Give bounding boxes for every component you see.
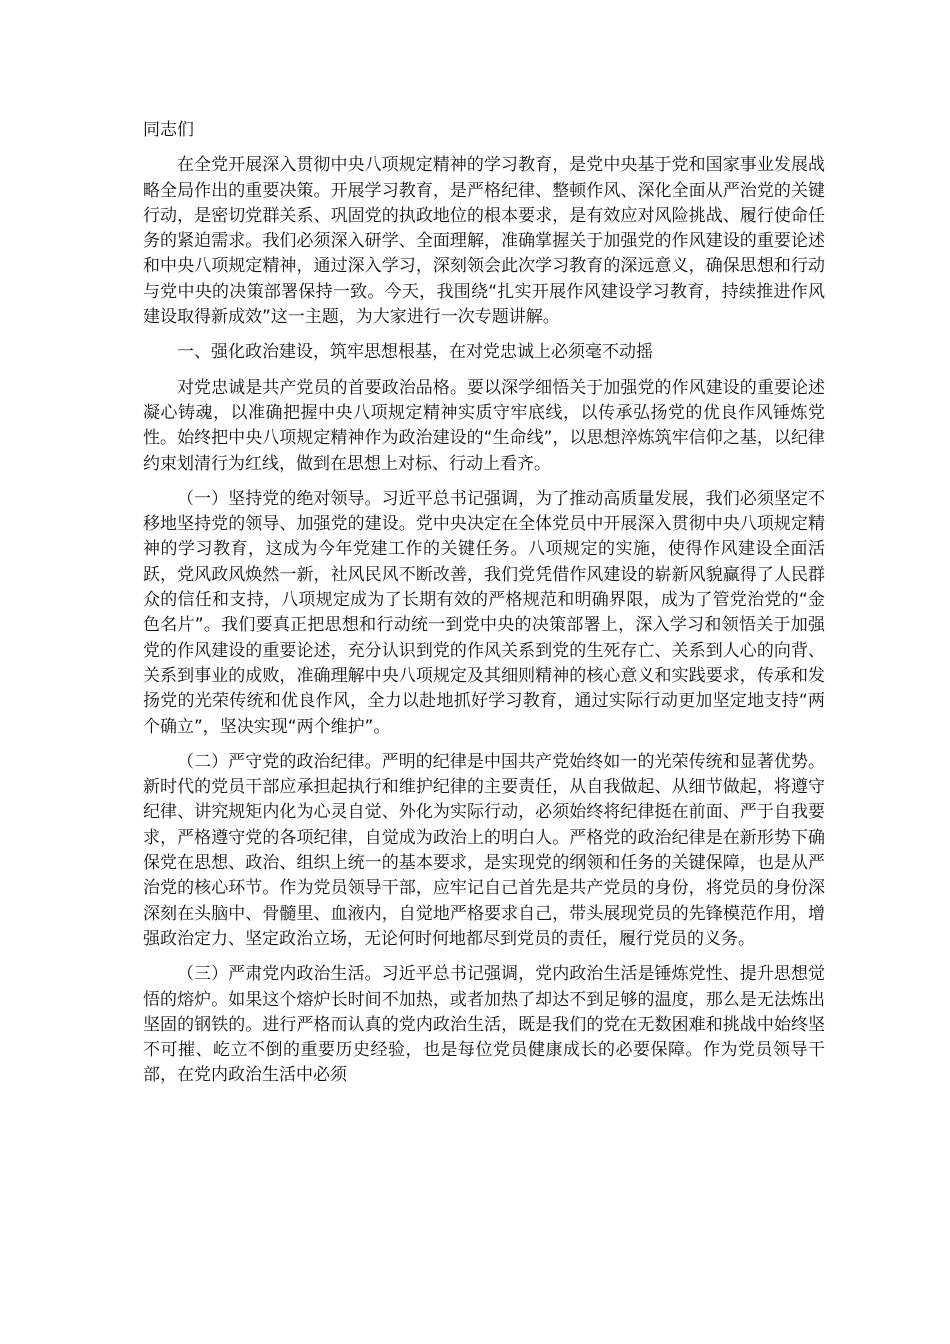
section-1-paragraph: 对党忠诚是共产党员的首要政治品格。要以深学细悟关于加强党的作风建设的重要论述凝心铸魂，以准确把握中央八项规定精神实质守牢底线，以传承弘扬党的优良作风锤炼党性。始终把中央八项规定精神作为政治建设的“生命线”，以思想淬炼筑牢信仰之基，以纪律约束划清行为红线，做到在思想上对标、行动上看齐。 bbox=[143, 377, 825, 474]
document-body bbox=[143, 118, 825, 1099]
section-heading-1: 一、强化政治建设，筑牢思想根基，在对党忠诚上必须毫不动摇 bbox=[177, 342, 653, 363]
subsection-3-paragraph: （三）严肃党内政治生活。习近平总书记强调，党内政治生活是锤炼党性、提升思想觉悟的熔炉。如果这个熔炉长时间不加热，或者加热了却达不到足够的温度，那么是无法炼出坚固的钢铁的。进行严格而认真的党内政治生活，既是我们的党在无数困难和挑战中始终坚不可摧、屹立不倒的重要历史经验，也是每位党员健康成长的必要保障。作为党员领导干部，在党内政治生活中必须 bbox=[143, 964, 825, 1086]
subsection-2-paragraph: （二）严守党的政治纪律。严明的纪律是中国共产党始终如一的光荣传统和显著优势。新时代的党员干部应承担起执行和维护纪律的主要责任，从自我做起、从细节做起，将遵守纪律、讲究规矩内化为心灵自觉、外化为实际行动，必须始终将纪律挺在前面、严于自我要求，严格遵守党的各项纪律，自觉成为政治上的明白人。严格党的政治纪律是在新形势下确保党在思想、政治、组织上统一的基本要求，是实现党的纲领和任务的关键保障，也是从严治党的核心环节。作为党员领导干部，应牢记自己首先是共产党员的身份，将党员的身份深深刻在头脑中、骨髓里、血液内，自觉地严格要求自己，带头展现党员的先锋模范作用，增强政治定力、坚定政治立场，无论何时何地都尽到党员的责任，履行党员的义务。 bbox=[143, 751, 825, 949]
intro-paragraph: 在全党开展深入贯彻中央八项规定精神的学习教育，是党中央基于党和国家事业发展战略全局作出的重要决策。开展学习教育，是严格纪律、整顿作风、深化全面从严治党的关键行动，是密切党群关系、巩固党的执政地位的根本要求，是有效应对风险挑战、履行使命任务的紧迫需求。我们必须深入研学、全面理解，准确掌握关于加强党的作风建设的重要论述和中央八项规定精神，通过深入学习，深刻领会此次学习教育的深远意义，确保思想和行动与党中央的决策部署保持一致。今天，我围绕“扎实开展作风建设学习教育，持续推进作风建设取得新成效”这一主题，为大家进行一次专题讲解。 bbox=[143, 155, 825, 328]
subsection-1-paragraph: （一）坚持党的绝对领导。习近平总书记强调，为了推动高质量发展，我们必须坚定不移地坚持党的领导、加强党的建设。党中央决定在全体党员中开展深入贯彻中央八项规定精神的学习教育，这成为今年党建工作的关键任务。八项规定的实施，使得作风建设全面活跃，党风政风焕然一新，社风民风不断改善，我们党凭借作风建设的崭新风貌赢得了人民群众的信任和支持，八项规定成为了长期有效的严格规范和明确界限，成为了管党治党的“金色名片”。我们要真正把思想和行动统一到党中央的决策部署上，深入学习和领悟关于加强党的作风建设的重要论述，充分认识到党的作风关系到党的生死存亡、关系到人心的向背、关系到事业的成败，准确理解中央八项规定及其细则精神的核心意义和实践要求，传承和发扬党的光荣传统和优良作风，全力以赴地抓好学习教育，通过实际行动更加坚定地支持“两个确立”，坚决实现“两个维护”。 bbox=[143, 488, 825, 737]
salutation: 同志们 bbox=[143, 120, 194, 140]
